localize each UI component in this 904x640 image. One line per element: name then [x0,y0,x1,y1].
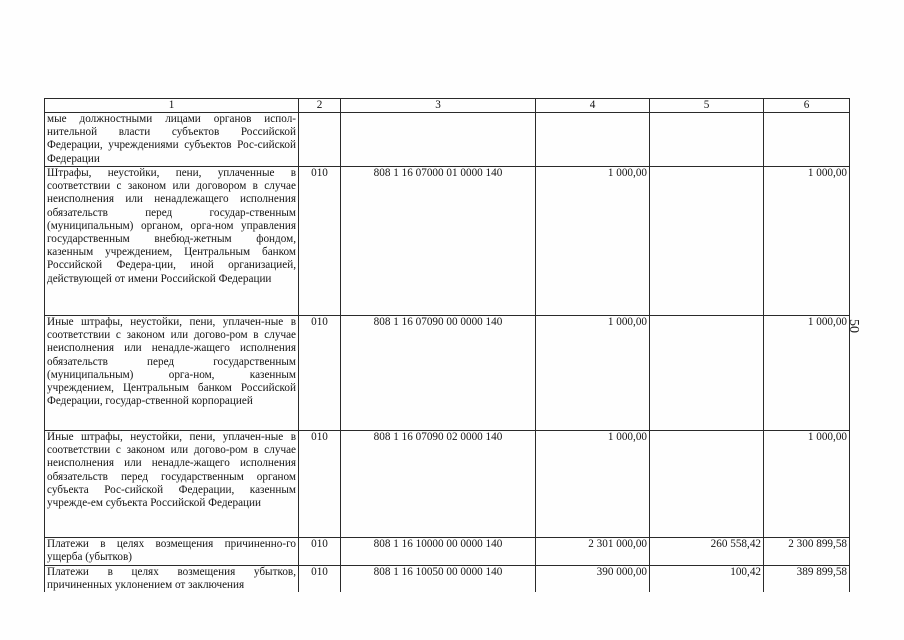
row-col4 [536,113,650,167]
row-col4: 1 000,00 [536,431,650,538]
row-col4: 1 000,00 [536,167,650,316]
row-col5: 100,42 [650,566,764,593]
row-col5: 260 558,42 [650,538,764,566]
row-kbk: 808 1 16 07090 02 0000 140 [341,431,536,538]
row-col6: 2 300 899,58 [764,538,850,566]
column-header: 3 [341,99,536,113]
row-line-code: 010 [299,316,341,431]
column-header: 2 [299,99,341,113]
column-header: 5 [650,99,764,113]
row-col6: 1 000,00 [764,316,850,431]
table-row [45,431,850,538]
row-col6 [764,113,850,167]
page-number: 50 [846,319,861,333]
row-kbk [341,113,536,167]
row-kbk: 808 1 16 07090 00 0000 140 [341,316,536,431]
row-col6: 1 000,00 [764,167,850,316]
row-line-code: 010 [299,566,341,593]
column-header: 6 [764,99,850,113]
row-kbk: 808 1 16 07000 01 0000 140 [341,167,536,316]
table-row [45,538,850,566]
row-line-code: 010 [299,538,341,566]
row-col5 [650,113,764,167]
row-col4: 1 000,00 [536,316,650,431]
row-description: Штрафы, неустойки, пени, уплаченные в соответствии с законом или договором в случае неисполнения или ненадлежащего исполнения обязательств перед государ-ственным (муниципальным) органом, орга-ном управления государственным внебюд-жетным фондом, казенным учреждением, Центральным банком Российской Федера-ции, иной организацией, действующей от имени Российской Федерации [45,167,299,316]
table-row [45,167,850,316]
row-col5 [650,431,764,538]
row-description: Платежи в целях возмещения убытков, причиненных уклонением от заключения [45,566,299,593]
row-line-code [299,113,341,167]
row-line-code: 010 [299,167,341,316]
table-row [45,566,850,593]
table-row [45,316,850,431]
row-kbk: 808 1 16 10050 00 0000 140 [341,566,536,593]
column-header: 4 [536,99,650,113]
row-col6: 389 899,58 [764,566,850,593]
row-description: мые должностными лицами органов испол-нительной власти субъектов Российской Федерации, учреждениями субъектов Рос-сийской Федерации [45,113,299,167]
row-col4: 2 301 000,00 [536,538,650,566]
column-header: 1 [45,99,299,113]
row-description: Платежи в целях возмещения причиненно-го ущерба (убытков) [45,538,299,566]
row-description: Иные штрафы, неустойки, пени, уплачен-ные в соответствии с законом или догово-ром в случае неисполнения или ненадле-жащего исполнения обязательств перед государственным органом субъекта Рос-сийской Федерации, казенным учрежде-ем субъекта Российской Федерации [45,431,299,538]
row-kbk: 808 1 16 10000 00 0000 140 [341,538,536,566]
row-col5 [650,167,764,316]
table-row [45,113,850,167]
row-col5 [650,316,764,431]
report-table [44,98,850,592]
row-col6: 1 000,00 [764,431,850,538]
row-description: Иные штрафы, неустойки, пени, уплачен-ные в соответствии с законом или догово-ром в случае неисполнения или ненадле-жащего исполнения обязательств перед государственным (муниципальным) орга-ном, казенным учреждением, Центральным банком Российской Федерации, государ-ственной корпорацией [45,316,299,431]
row-line-code: 010 [299,431,341,538]
row-col4: 390 000,00 [536,566,650,593]
table-header-row [45,99,850,113]
